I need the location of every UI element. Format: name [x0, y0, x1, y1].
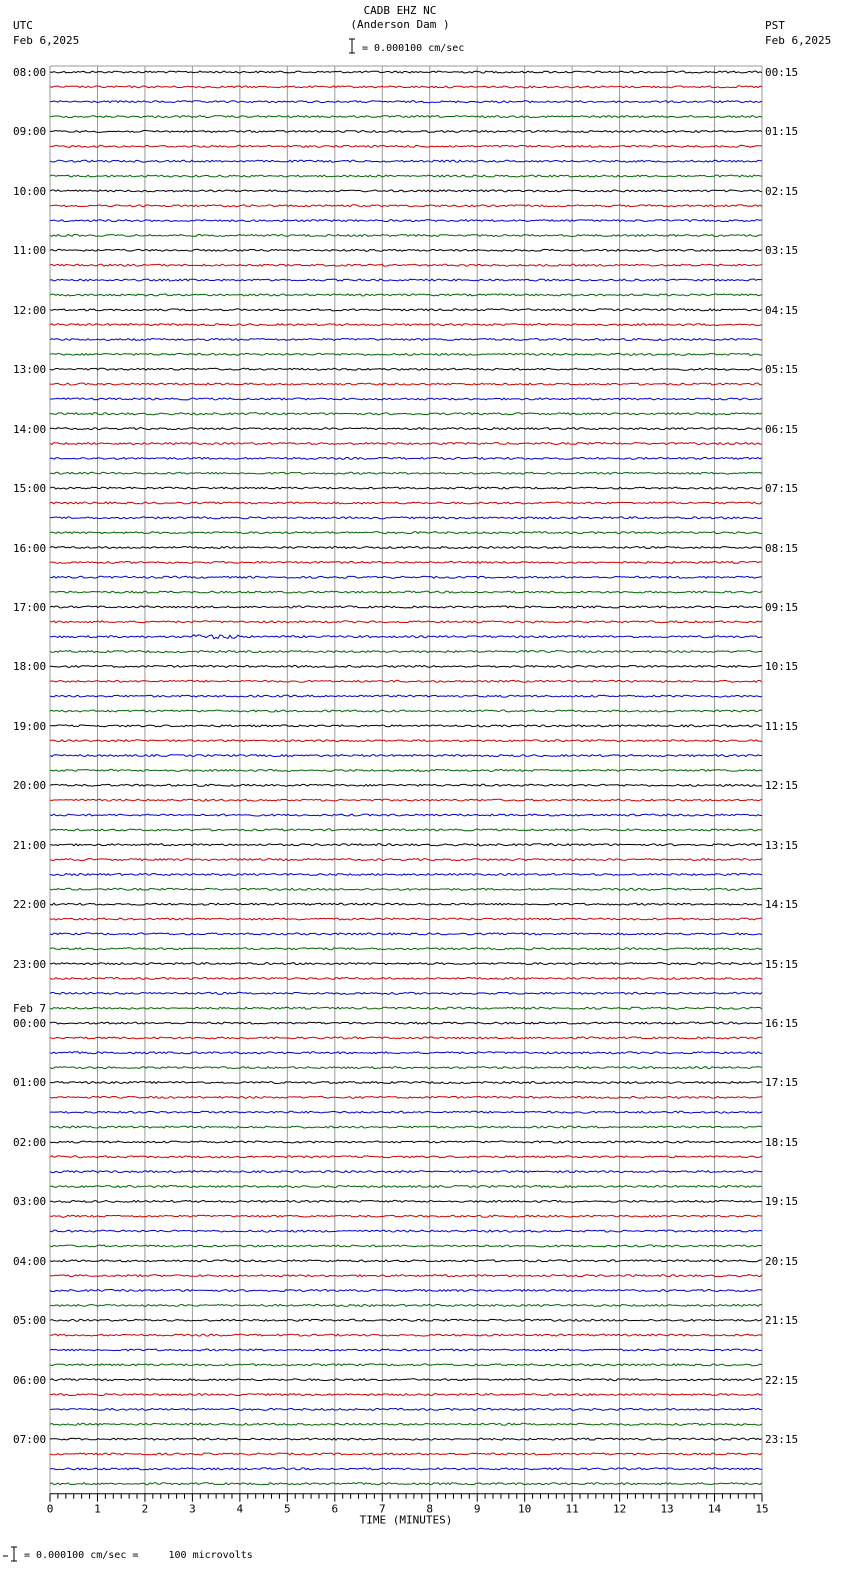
trace-line — [50, 680, 762, 682]
trace-line — [50, 413, 762, 415]
trace-line — [50, 1111, 762, 1113]
pst-hour-label: 20:15 — [765, 1254, 799, 1268]
trace-line — [50, 651, 762, 653]
trace-line — [50, 933, 762, 935]
pst-hour-label: 06:15 — [765, 422, 799, 436]
x-tick-label: 6 — [331, 1502, 339, 1516]
trace-line — [50, 116, 762, 118]
trace-line — [50, 1349, 762, 1351]
utc-hour-label: 19:00 — [13, 719, 47, 733]
trace-line — [50, 145, 762, 147]
pst-hour-label: 16:15 — [765, 1017, 799, 1031]
trace-line — [50, 294, 762, 296]
trace-line — [50, 799, 762, 801]
trace-line — [50, 428, 762, 430]
trace-line — [50, 86, 762, 88]
trace-line — [50, 829, 762, 831]
trace-line — [50, 576, 762, 578]
trace-line — [50, 606, 762, 608]
trace-line — [50, 1334, 762, 1336]
trace-line — [50, 978, 762, 980]
x-tick-label: 11 — [565, 1502, 579, 1516]
pst-hour-label: 09:15 — [765, 600, 799, 614]
trace-line — [50, 1423, 762, 1425]
pst-hour-label: 00:15 — [765, 66, 799, 79]
utc-hour-label: 13:00 — [13, 363, 47, 377]
x-tick-label: 0 — [46, 1502, 54, 1516]
utc-date-label: Feb 6,2025 — [13, 34, 80, 47]
trace-line — [50, 1215, 762, 1217]
trace-line — [50, 1260, 762, 1262]
utc-hour-label: 02:00 — [13, 1135, 47, 1149]
utc-hour-label: 17:00 — [13, 600, 47, 614]
trace-line — [50, 502, 762, 504]
utc-hour-label: 09:00 — [13, 125, 47, 139]
utc-hour-label: 08:00 — [13, 66, 47, 79]
utc-hour-label: 12:00 — [13, 303, 47, 317]
scale-label: = 0.000100 cm/sec — [362, 43, 465, 54]
utc-hour-label: 03:00 — [13, 1195, 47, 1209]
pst-hour-label: 07:15 — [765, 482, 799, 496]
footer-scale-note: = 0.000100 cm/sec = 100 microvolts — [24, 1550, 253, 1561]
trace-line — [50, 487, 762, 489]
x-tick-label: 3 — [189, 1502, 196, 1516]
trace-line — [50, 235, 762, 237]
pst-hour-label: 10:15 — [765, 660, 799, 674]
pst-hour-label: 23:15 — [765, 1433, 799, 1447]
trace-line — [50, 1082, 762, 1084]
trace-line — [50, 859, 762, 861]
pst-hour-label: 05:15 — [765, 363, 799, 377]
trace-line — [50, 814, 762, 816]
trace-line — [50, 873, 762, 875]
trace-line — [50, 398, 762, 400]
trace-line — [50, 1245, 762, 1247]
trace-line — [50, 963, 762, 965]
trace-line — [50, 769, 762, 771]
pst-hour-label: 03:15 — [765, 244, 799, 258]
utc-hour-label: 07:00 — [13, 1433, 47, 1447]
trace-line — [50, 1438, 762, 1440]
x-tick-label: 14 — [707, 1502, 722, 1516]
trace-line — [50, 725, 762, 727]
trace-line — [50, 1200, 762, 1202]
pst-hour-label: 02:15 — [765, 184, 799, 198]
pst-hour-label: 14:15 — [765, 898, 799, 912]
trace-line — [50, 279, 762, 281]
trace-line — [50, 190, 762, 192]
trace-line — [50, 1468, 762, 1470]
trace-line — [50, 635, 762, 639]
pst-hour-label: 19:15 — [765, 1195, 799, 1209]
x-tick-label: 2 — [141, 1502, 149, 1516]
trace-line — [50, 888, 762, 890]
trace-line — [50, 517, 762, 519]
trace-line — [50, 339, 762, 341]
pst-hour-label: 04:15 — [765, 303, 799, 317]
trace-line — [50, 1007, 762, 1009]
x-tick-label: 5 — [284, 1502, 291, 1516]
trace-line — [50, 175, 762, 177]
pst-hour-label: 11:15 — [765, 719, 799, 733]
utc-hour-label: 04:00 — [13, 1254, 47, 1268]
trace-line — [50, 695, 762, 697]
pst-hour-label: 08:15 — [765, 541, 799, 555]
x-tick-label: 12 — [612, 1502, 627, 1516]
x-tick-label: 7 — [378, 1502, 386, 1516]
trace-line — [50, 249, 762, 251]
utc-hour-label: 22:00 — [13, 898, 47, 912]
pst-tz-label: PST — [765, 19, 785, 32]
trace-line — [50, 948, 762, 950]
trace-line — [50, 1408, 762, 1410]
trace-line — [50, 1379, 762, 1381]
trace-line — [50, 755, 762, 757]
trace-line — [50, 160, 762, 162]
seismic-traces — [50, 71, 762, 1485]
trace-line — [50, 621, 762, 623]
trace-line — [50, 1304, 762, 1306]
utc-hour-label: 11:00 — [13, 244, 47, 258]
trace-line — [50, 220, 762, 222]
trace-line — [50, 457, 762, 459]
utc-hour-label: 01:00 — [13, 1076, 47, 1090]
pst-hour-label: 12:15 — [765, 779, 799, 793]
pst-hour-label: 01:15 — [765, 125, 799, 139]
trace-line — [50, 1171, 762, 1173]
trace-line — [50, 1096, 762, 1098]
utc-hour-label: 06:00 — [13, 1373, 47, 1387]
trace-line — [50, 1483, 762, 1485]
utc-hour-label: 16:00 — [13, 541, 47, 555]
trace-line — [50, 383, 762, 385]
x-tick-label: 4 — [236, 1502, 244, 1516]
x-axis-label: TIME (MINUTES) — [359, 1513, 453, 1527]
utc-hour-label: 00:00 — [13, 1017, 47, 1031]
trace-line — [50, 443, 762, 445]
trace-line — [50, 472, 762, 474]
utc-hour-label: 23:00 — [13, 957, 47, 971]
trace-line — [50, 205, 762, 207]
trace-line — [50, 1230, 762, 1232]
trace-line — [50, 591, 762, 593]
station-location: (Anderson Dam ) — [350, 18, 450, 31]
date-change-label: Feb 7 — [13, 1002, 47, 1016]
utc-hour-label: 15:00 — [13, 482, 47, 496]
utc-hour-label: 18:00 — [13, 660, 47, 674]
trace-line — [50, 784, 762, 786]
trace-line — [50, 710, 762, 712]
x-tick-label: 13 — [660, 1502, 674, 1516]
trace-line — [50, 71, 762, 73]
trace-line — [50, 532, 762, 534]
utc-tz-label: UTC — [13, 19, 33, 32]
trace-line — [50, 101, 762, 103]
trace-line — [50, 1067, 762, 1069]
x-tick-label: 10 — [518, 1502, 532, 1516]
x-tick-label: 15 — [755, 1502, 769, 1516]
utc-hour-label: 21:00 — [13, 838, 47, 852]
trace-line — [50, 1364, 762, 1366]
trace-line — [50, 1275, 762, 1277]
x-tick-label: 1 — [94, 1502, 101, 1516]
trace-line — [50, 1394, 762, 1396]
pst-hour-label: 21:15 — [765, 1314, 799, 1328]
trace-line — [50, 1290, 762, 1292]
utc-hour-label: 10:00 — [13, 184, 47, 198]
trace-line — [50, 264, 762, 266]
trace-line — [50, 130, 762, 132]
x-tick-label: 8 — [426, 1502, 434, 1516]
trace-line — [50, 1453, 762, 1455]
utc-hour-label: 20:00 — [13, 779, 47, 793]
trace-line — [50, 1156, 762, 1158]
x-tick-label: 9 — [473, 1502, 481, 1516]
trace-line — [50, 1319, 762, 1321]
pst-hour-label: 15:15 — [765, 957, 799, 971]
utc-hour-label: 14:00 — [13, 422, 47, 436]
trace-line — [50, 740, 762, 742]
trace-line — [50, 903, 762, 905]
trace-line — [50, 368, 762, 370]
pst-date-label: Feb 6,2025 — [765, 34, 832, 47]
trace-line — [50, 1141, 762, 1143]
scale-bar-icon — [349, 39, 355, 53]
trace-line — [50, 1037, 762, 1039]
trace-line — [50, 353, 762, 355]
trace-line — [50, 992, 762, 994]
trace-line — [50, 918, 762, 920]
trace-line — [50, 1022, 762, 1024]
x-axis — [47, 1494, 769, 1527]
trace-line — [50, 665, 762, 667]
station-title: CADB EHZ NC — [363, 4, 437, 17]
pst-hour-label: 17:15 — [765, 1076, 799, 1090]
utc-hour-label: 05:00 — [13, 1314, 47, 1328]
trace-line — [50, 1186, 762, 1188]
pst-hour-label: 13:15 — [765, 838, 799, 852]
trace-line — [50, 844, 762, 846]
pst-hour-label: 22:15 — [765, 1373, 799, 1387]
trace-line — [50, 561, 762, 563]
trace-line — [50, 1052, 762, 1054]
trace-line — [50, 324, 762, 326]
trace-line — [50, 309, 762, 311]
trace-line — [50, 547, 762, 549]
trace-line — [50, 1126, 762, 1128]
pst-hour-label: 18:15 — [765, 1135, 799, 1149]
